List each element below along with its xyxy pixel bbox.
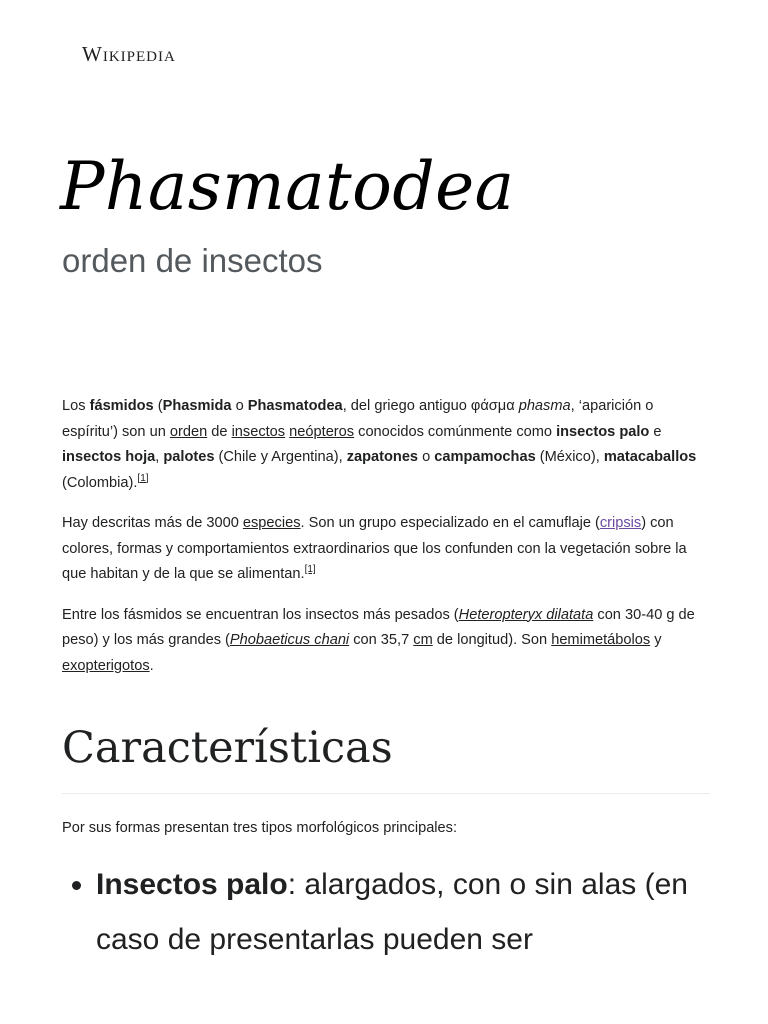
paragraph-records <box>62 603 710 680</box>
text: de <box>207 423 232 440</box>
link-exopterigotos[interactable]: exopterigotos <box>62 657 150 674</box>
text: e <box>649 423 662 440</box>
text: Los <box>62 398 90 414</box>
link-orden[interactable]: orden <box>169 423 208 440</box>
wikipedia-logo[interactable]: Wikipedia <box>82 42 176 66</box>
page-title: Phasmatodea <box>60 148 515 225</box>
link-heteropteryx[interactable]: Heteropteryx dilatata <box>458 606 594 623</box>
section-heading[interactable]: Características <box>62 723 393 773</box>
reference-link[interactable]: [1] <box>304 564 316 576</box>
article-content <box>62 394 710 967</box>
bold-term: insectos palo <box>556 423 650 440</box>
link-hemimetabolos[interactable]: hemimetábolos <box>551 632 651 648</box>
page-subtitle: orden de insectos <box>62 242 323 279</box>
text: . <box>149 657 154 674</box>
text: ) con colores, formas y comportamientos extraordinarios que los confunden con la vegetación sobre la que habitan y de la que se alimentan. <box>62 515 687 582</box>
text: (Chile y Argentina), <box>214 449 347 465</box>
reference-link[interactable]: [1] <box>137 472 149 484</box>
paragraph-intro <box>62 394 710 496</box>
text: (México), <box>535 449 604 465</box>
text: con 35,7 <box>349 632 414 648</box>
morphology-list <box>62 857 710 967</box>
link-cripsis[interactable]: cripsis <box>599 515 642 531</box>
text: , del griego antiguo φάσμα <box>342 398 519 414</box>
bold-term: Phasmida <box>162 398 232 414</box>
link-especies[interactable]: especies <box>242 515 301 531</box>
text: o <box>231 398 248 414</box>
text: , <box>155 449 164 465</box>
text: Entre los fásmidos se encuentran los insectos más pesados ( <box>62 606 459 623</box>
list-item <box>96 857 710 967</box>
text: con 30-40 <box>593 606 667 623</box>
bold-term: insectos hoja <box>62 449 156 465</box>
text: . Son un grupo especializado en el camuflaje ( <box>300 515 600 531</box>
text: o <box>418 449 435 465</box>
bold-term: Phasmatodea <box>247 398 343 414</box>
text: conocidos comúnmente como <box>354 423 557 440</box>
link-phobaeticus[interactable]: Phobaeticus chani <box>229 632 350 648</box>
list-item-term: Insectos palo <box>96 867 288 901</box>
text: (Colombia). <box>62 474 138 491</box>
text: y <box>650 632 662 648</box>
bold-term: matacaballos <box>603 449 697 465</box>
text: de peso) y los más grandes ( <box>62 606 695 648</box>
link-cm[interactable]: cm <box>413 632 433 648</box>
text: , ‘aparición o espíritu’) son un <box>62 398 654 440</box>
link-neopteros[interactable]: neópteros <box>289 423 355 440</box>
link-insectos[interactable]: insectos <box>231 423 286 440</box>
section-divider <box>62 793 710 794</box>
text: Hay descritas más de 3000 <box>62 515 243 531</box>
text: ( <box>153 398 163 414</box>
link-gram[interactable]: g <box>666 606 675 623</box>
list-item-text: : alargados, con o sin alas (en caso de presentarlas pueden ser <box>96 867 688 956</box>
text: de longitud). Son <box>432 632 552 648</box>
bold-term: palotes <box>163 449 215 465</box>
bold-term: campamochas <box>434 449 536 465</box>
bold-term: fásmidos <box>89 398 154 414</box>
paragraph-species <box>62 511 710 588</box>
bold-term: zapatones <box>346 449 419 465</box>
section-intro: Por sus formas presentan tres tipos morfológicos principales: <box>62 820 458 836</box>
italic-term: phasma <box>518 398 571 414</box>
